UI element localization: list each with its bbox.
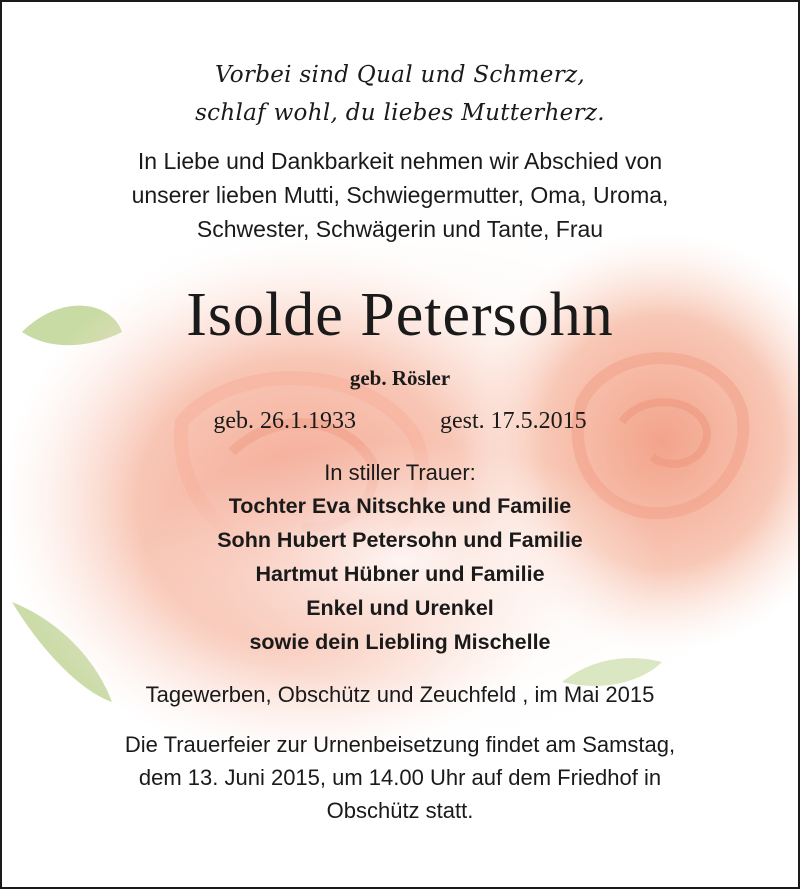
mourner-4: Enkel und Urenkel bbox=[306, 596, 494, 620]
death-date: gest. 17.5.2015 bbox=[439, 408, 587, 434]
mourners-heading: In stiller Trauer: bbox=[324, 460, 476, 485]
maiden-name: geb. Rösler bbox=[349, 366, 451, 390]
notice-text bbox=[2, 2, 798, 887]
poem-line-1: Vorbei sind Qual und Schmerz, bbox=[214, 62, 586, 88]
funeral-info-line-2: dem 13. Juni 2015, um 14.00 Uhr auf dem Friedhof in bbox=[138, 765, 662, 790]
birth-date: geb. 26.1.1933 bbox=[213, 408, 356, 434]
poem-line-2: schlaf wohl, du liebes Mutterherz. bbox=[195, 100, 605, 126]
deceased-name: Isolde Petersohn bbox=[186, 281, 614, 349]
funeral-info-line-3: Obschütz statt. bbox=[326, 798, 474, 823]
place-date: Tagewerben, Obschütz und Zeuchfeld , im Mai 2015 bbox=[145, 682, 655, 707]
mourner-5: sowie dein Liebling Mischelle bbox=[249, 630, 551, 654]
intro-line-1: In Liebe und Dankbarkeit nehmen wir Abschied von bbox=[137, 148, 663, 174]
intro-line-3: Schwester, Schwägerin und Tante, Frau bbox=[196, 216, 604, 242]
intro-line-2: unserer lieben Mutti, Schwiegermutter, Oma, Uroma, bbox=[131, 182, 669, 208]
mourner-2: Sohn Hubert Petersohn und Familie bbox=[217, 528, 583, 552]
life-dates bbox=[2, 408, 798, 435]
mourner-1: Tochter Eva Nitschke und Familie bbox=[228, 494, 572, 518]
mourner-3: Hartmut Hübner und Familie bbox=[255, 562, 545, 586]
funeral-info-line-1: Die Trauerfeier zur Urnenbeisetzung findet am Samstag, bbox=[124, 732, 676, 757]
